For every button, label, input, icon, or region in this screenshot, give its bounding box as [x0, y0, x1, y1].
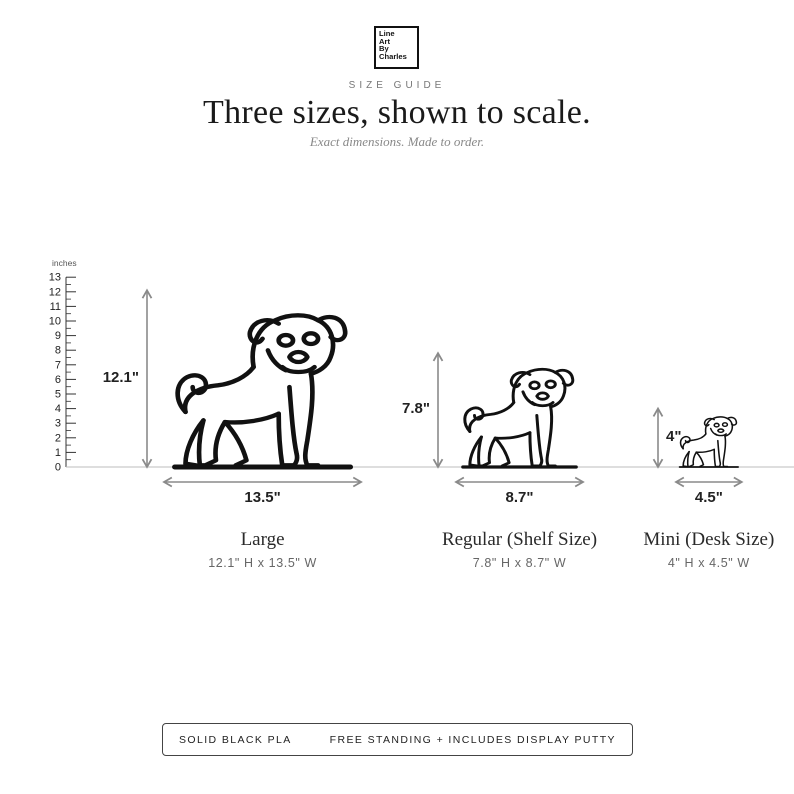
- mini-height-label: 4": [666, 427, 682, 445]
- material-feature: SOLID BLACK PLA: [179, 733, 292, 746]
- ruler-tick-label: 5: [54, 388, 61, 401]
- size-name-mini: Mini (Desk Size): [643, 529, 775, 550]
- ruler-tick-label: 12: [48, 286, 61, 299]
- pug-icon: [463, 369, 576, 467]
- ruler-tick-label: 13: [48, 271, 61, 284]
- ruler-tick-label: 11: [49, 300, 61, 313]
- mini-pug-figure: [658, 409, 742, 482]
- regular-height-label: 7.8": [402, 400, 430, 418]
- ruler-tick-label: 3: [54, 417, 61, 430]
- pug-figures: [147, 290, 742, 482]
- size-dims-mini: 4" H x 4.5" W: [667, 556, 750, 570]
- logo-line: By: [379, 44, 389, 54]
- mini-width-label: 4.5": [694, 489, 723, 506]
- size-dims-large: 12.1" H x 13.5" W: [208, 556, 317, 570]
- logo-line: Line: [379, 29, 395, 38]
- regular-width-label: 8.7": [505, 489, 534, 506]
- ruler-tick-label: 1: [54, 446, 61, 459]
- size-dims-regular: 7.8" H x 8.7" W: [472, 556, 567, 570]
- large-height-label: 12.1": [102, 368, 139, 386]
- features-badge: [162, 723, 633, 756]
- stand-feature: FREE STANDING + INCLUDES DISPLAY PUTTY: [329, 733, 616, 746]
- size-name-regular: Regular (Shelf Size): [441, 529, 598, 550]
- section-eyebrow: SIZE GUIDE: [348, 80, 446, 91]
- ruler-tick-label: 2: [54, 432, 61, 445]
- ruler-tick-label: 8: [54, 344, 61, 357]
- large-pug-figure: [147, 290, 361, 482]
- pug-icon: [175, 315, 351, 467]
- page-title: Three sizes, shown to scale.: [203, 94, 591, 131]
- ruler-unit-label: inches: [52, 258, 77, 269]
- ruler-tick-label: 6: [54, 373, 61, 386]
- logo-line: Charles: [379, 51, 407, 61]
- logo-line: Art: [379, 36, 390, 46]
- size-name-large: Large: [240, 529, 285, 550]
- ruler-tick-label: 0: [54, 461, 61, 474]
- ruler-tick-label: 9: [54, 330, 61, 343]
- inch-ruler: [49, 258, 794, 473]
- page-subtitle: Exact dimensions. Made to order.: [309, 134, 485, 149]
- pug-icon: [680, 417, 739, 467]
- regular-pug-figure: [438, 353, 583, 482]
- ruler-tick-label: 10: [48, 315, 61, 328]
- ruler-tick-label: 7: [54, 359, 61, 372]
- large-width-label: 13.5": [244, 489, 281, 506]
- ruler-tick-label: 4: [54, 403, 61, 416]
